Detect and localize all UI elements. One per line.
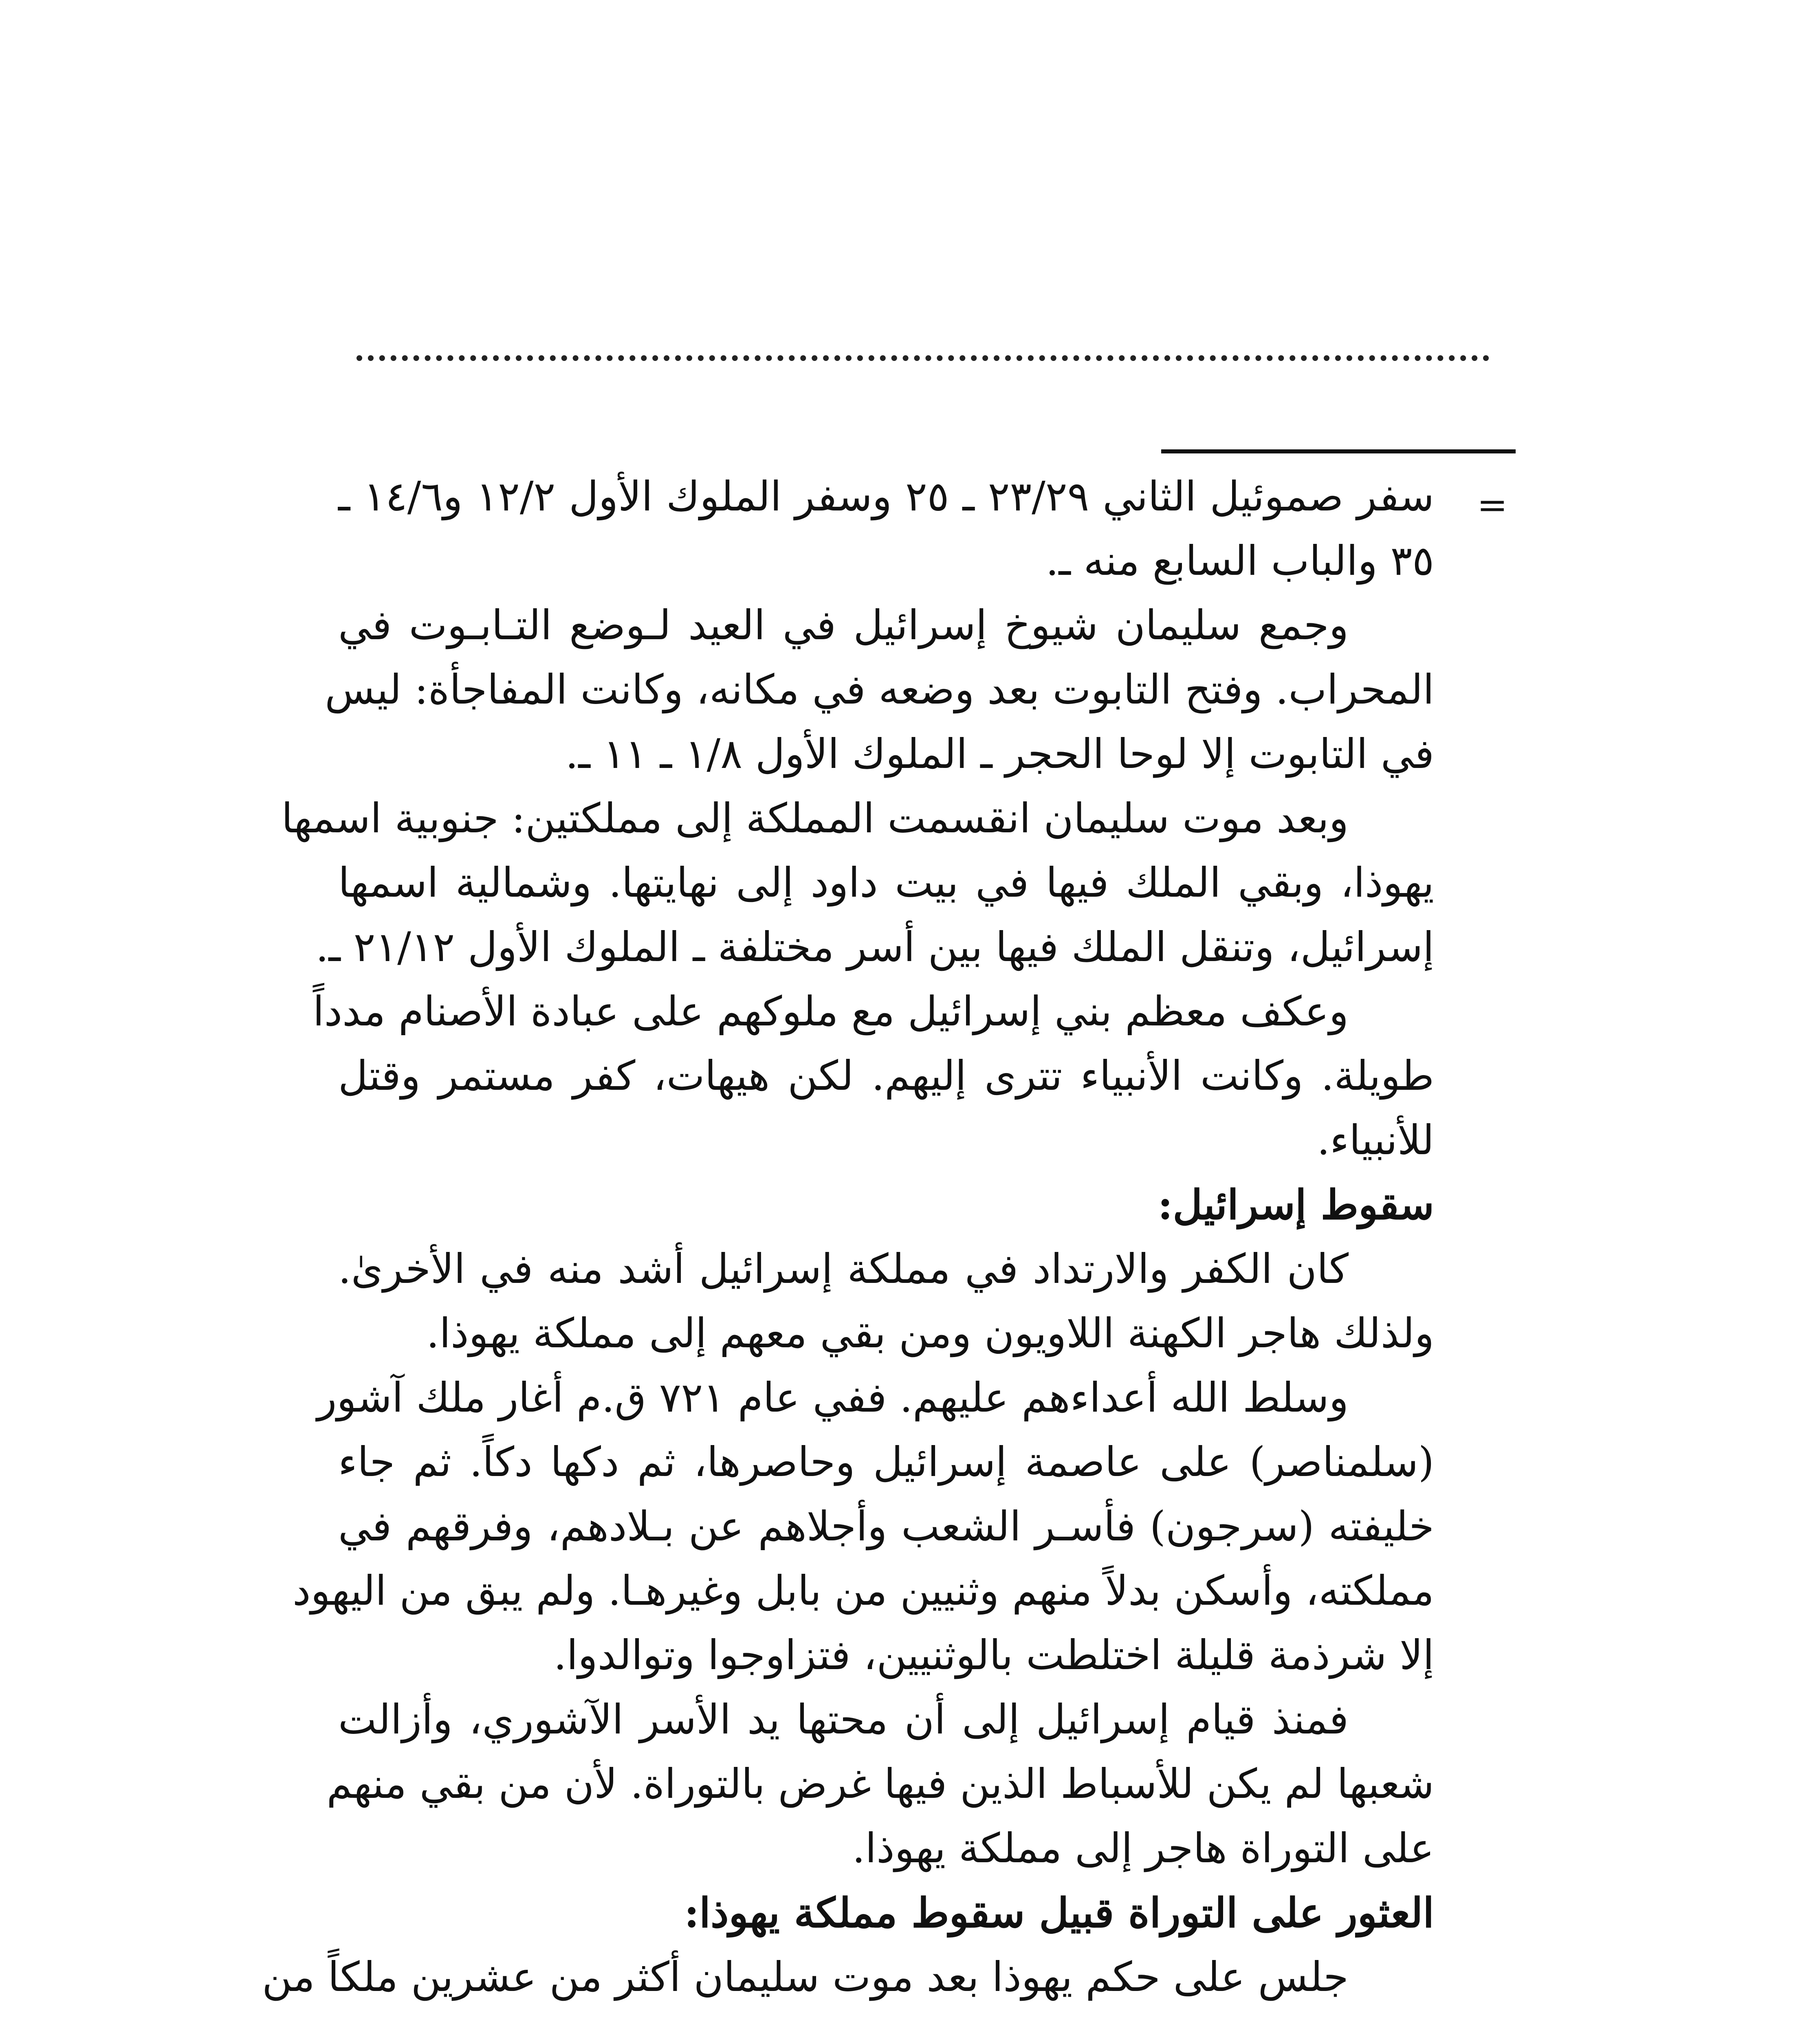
text-line: مملكته، وأسكن بدلاً منهم وثنيين من بابل وغيرهـا. ولم يبق من اليهود [292,1567,1434,1615]
text-line: إلا شرذمة قليلة اختلطت بالوثنيين، فتزاوجوا وتوالدوا. [553,1631,1434,1679]
section-heading: سقوط إسرائيل: [1158,1181,1434,1229]
text-line: وبعد موت سليمان انقسمت المملكة إلى مملكتين: جنوبية اسمها [281,794,1349,842]
body-text [262,464,1435,2009]
text-line: ولذلك هاجر الكهنة اللاويون ومن بقي معهم إلى مملكة يهوذا. [426,1309,1434,1357]
footnote-line: سفر صموئيل الثاني ٢٣/٢٩ ـ ٢٥ وسفر الملوك الأول ١٢/٢ و١٤/٦ ـ [338,473,1435,520]
text-line: فمنذ قيام إسرائيل إلى أن محتها يد الأسر الآشوري، وأزالت [338,1696,1349,1743]
text-line: للأنبياء. [1317,1116,1434,1164]
text-line: المحراب. وفتح التابوت بعد وضعه في مكانه، وكانت المفاجأة: ليس [325,666,1434,713]
dotted-separator [357,355,1489,361]
footnote-rule [1161,449,1516,453]
text-line: (سلمناصر) على عاصمة إسرائيل وحاصرها، ثم دكها دكاً. ثم جاء [338,1438,1434,1486]
section-heading: العثور على التوراة قبيل سقوط مملكة يهوذا: [684,1889,1434,1937]
footnote-line: ٣٥ والباب السابع منه ـ. [1045,537,1434,585]
text-line: كان الكفر والارتداد في مملكة إسرائيل أشد منه في الأخرىٰ. [338,1245,1349,1293]
text-line: في التابوت إلا لوحا الحجر ـ الملوك الأول ١/٨ ـ ١١ ـ. [565,730,1434,778]
text-line: إسرائيل، وتنقل الملك فيها بين أسر مختلفة ـ الملوك الأول ٢١/١٢ ـ. [315,923,1434,971]
text-line: وسلط الله أعداءهم عليهم. ففي عام ٧٢١ ق.م أغار ملك آشور [317,1374,1349,1421]
text-line: على التوراة هاجر إلى مملكة يهوذا. [852,1824,1434,1872]
text-line: وعكف معظم بني إسرائيل مع ملوكهم على عبادة الأصنام مدداً [313,988,1349,1035]
text-line: شعبها لم يكن للأسباط الذين فيها غرض بالتوراة. لأن من بقي منهم [326,1760,1434,1808]
continuation-mark-top: = [1477,484,1508,526]
text-line: طويلة. وكانت الأنبياء تترى إليهم. لكن هيهات، كفر مستمر وقتل [338,1052,1434,1100]
text-line: خليفته (سرجون) فأسـر الشعب وأجلاهم عن بـلادهم، وفرقهم في [338,1502,1434,1550]
text-line: وجمع سليمان شيوخ إسرائيل في العيد لـوضع التـابـوت في [338,601,1349,649]
text-line: يهوذا، وبقي الملك فيها في بيت داود إلى نهايتها. وشمالية اسمها [338,859,1434,906]
text-line: جلس على حكم يهوذا بعد موت سليمان أكثر من عشرين ملكاً من [262,1953,1349,2001]
